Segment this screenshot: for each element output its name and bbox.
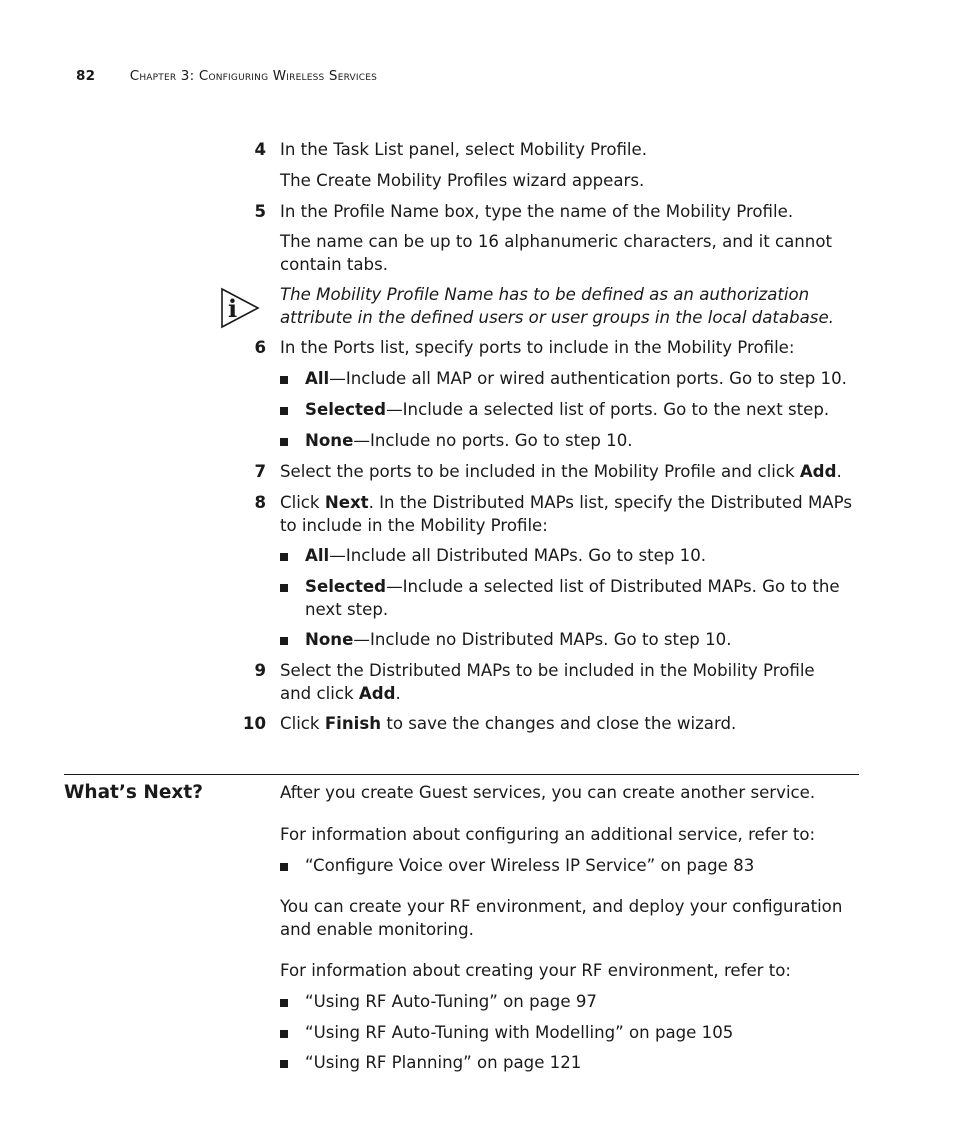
cross-reference-link[interactable]: “Configure Voice over Wireless IP Service” on page 83 (305, 856, 755, 875)
paragraph: You can create your RF environment, and deploy your configuration and enable monitoring. (280, 897, 843, 939)
page-number: 82 (76, 68, 96, 84)
section-divider (64, 774, 859, 775)
step-text: Select the Distributed MAPs to be included in the Mobility Profile and click Add. (280, 661, 815, 703)
list-item: All—Include all Distributed MAPs. Go to step 10. (305, 546, 707, 565)
list-item: None—Include no ports. Go to step 10. (305, 431, 633, 450)
list-item: None—Include no Distributed MAPs. Go to step 10. (305, 630, 732, 649)
bullet-marker (280, 1060, 288, 1068)
bullet-marker (280, 999, 288, 1007)
svg-text:i: i (228, 294, 238, 323)
bullet-marker (280, 376, 288, 384)
info-icon (220, 287, 260, 333)
cross-reference-link[interactable]: “Using RF Planning” on page 121 (305, 1053, 582, 1072)
paragraph: For information about creating your RF environment, refer to: (280, 961, 792, 980)
chapter-title: Chapter 3: Configuring Wireless Services (129, 68, 378, 84)
paragraph: For information about configuring an additional service, refer to: (280, 825, 816, 844)
step-text: In the Task List panel, select Mobility Profile. (280, 140, 648, 159)
step-text: Click Finish to save the changes and close the wizard. (280, 714, 737, 733)
paragraph: After you create Guest services, you can create another service. (280, 783, 816, 802)
step-number: 6 (254, 338, 266, 357)
section-heading: What’s Next? (64, 782, 203, 803)
step-text: Select the ports to be included in the Mobility Profile and click Add. (280, 462, 842, 481)
step-number: 9 (254, 661, 266, 680)
cross-reference-link[interactable]: “Using RF Auto-Tuning” on page 97 (305, 992, 597, 1011)
bullet-marker (280, 637, 288, 645)
list-item: Selected—Include a selected list of Distributed MAPs. Go to the next step. (305, 577, 840, 619)
note-text: The Mobility Profile Name has to be defined as an authorization attribute in the defined users or user groups in the local database. (280, 285, 834, 327)
step-text: In the Profile Name box, type the name of the Mobility Profile. (280, 202, 794, 221)
step-result: The Create Mobility Profiles wizard appears. (280, 171, 645, 190)
bullet-marker (280, 553, 288, 561)
step-text: Click Next. In the Distributed MAPs list, specify the Distributed MAPs to include in the Mobility Profile: (280, 493, 852, 535)
bullet-marker (280, 438, 288, 446)
step-number: 8 (254, 493, 266, 512)
bullet-marker (280, 1030, 288, 1038)
list-item: All—Include all MAP or wired authentication ports. Go to step 10. (305, 369, 847, 388)
step-result: The name can be up to 16 alphanumeric characters, and it cannot contain tabs. (280, 232, 832, 274)
step-text: In the Ports list, specify ports to include in the Mobility Profile: (280, 338, 795, 357)
step-number: 5 (254, 202, 266, 221)
page-header (76, 68, 377, 84)
list-item: Selected—Include a selected list of ports. Go to the next step. (305, 400, 830, 419)
cross-reference-link[interactable]: “Using RF Auto-Tuning with Modelling” on page 105 (305, 1023, 734, 1042)
step-number: 10 (242, 714, 266, 733)
bullet-marker (280, 407, 288, 415)
step-number: 7 (254, 462, 266, 481)
bullet-marker (280, 584, 288, 592)
bullet-marker (280, 863, 288, 871)
step-number: 4 (254, 140, 266, 159)
